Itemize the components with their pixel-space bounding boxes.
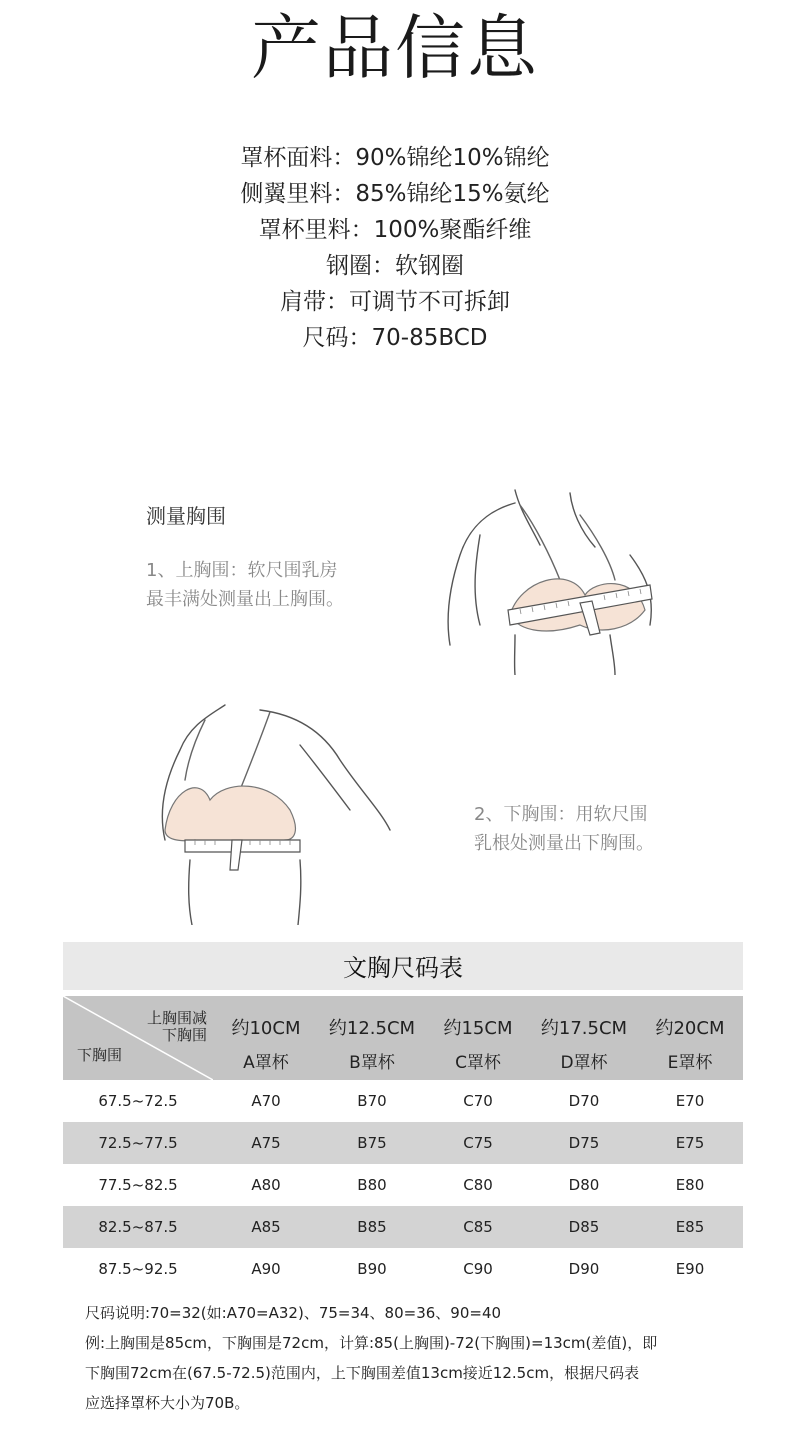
size-cell: A75 (213, 1122, 319, 1164)
difference-header: 约12.5CM (319, 996, 425, 1040)
difference-header: 约10CM (213, 996, 319, 1040)
difference-header: 约20CM (637, 996, 743, 1040)
size-cell: E90 (675, 1260, 705, 1278)
spec-size: 尺码：70-85BCD (302, 325, 488, 351)
page-title: 产品信息 (251, 7, 539, 89)
size-notes (85, 1298, 725, 1418)
spec-cup-lining: 罩杯里料：100%聚酯纤维 (258, 217, 532, 243)
size-cell: E85 (637, 1206, 743, 1248)
range-cell: 87.5~92.5 (98, 1260, 178, 1278)
step-upper-bust-line2: 最丰满处测量出上胸围。 (146, 589, 344, 610)
product-specs (0, 140, 790, 356)
cup-header: B罩杯 (319, 1040, 425, 1080)
cup-header: A罩杯 (213, 1040, 319, 1080)
size-cell: D75 (531, 1122, 637, 1164)
size-cell: B70 (357, 1092, 387, 1110)
difference-header: 约17.5CM (531, 996, 637, 1040)
size-cell: D80 (568, 1176, 600, 1194)
table-row (63, 1122, 743, 1164)
size-cell: C85 (425, 1206, 531, 1248)
corner-bottom-label: 下胸围 (77, 1046, 123, 1064)
step-upper-bust-line1: 1、上胸围：软尺围乳房 (146, 560, 338, 581)
difference-header: 约15CM (425, 996, 531, 1040)
range-cell: 67.5~72.5 (98, 1092, 178, 1110)
size-cell: A90 (251, 1260, 281, 1278)
size-cell: C90 (463, 1260, 493, 1278)
size-cell: D70 (568, 1092, 600, 1110)
under-bust-illustration (150, 700, 400, 925)
spec-underwire: 钢圈：软钢圈 (326, 253, 464, 279)
size-cell: B85 (319, 1206, 425, 1248)
cup-header: E罩杯 (637, 1040, 743, 1080)
size-cell: E80 (675, 1176, 705, 1194)
step-under-bust-line2: 乳根处测量出下胸围。 (474, 833, 654, 854)
range-cell: 72.5~77.5 (63, 1122, 213, 1164)
table-header-row-differences (63, 996, 743, 1040)
corner-top-label-line1: 上胸围减 (146, 1009, 207, 1027)
table-row (63, 1206, 743, 1248)
size-cell: B80 (357, 1176, 387, 1194)
table-row (63, 1164, 743, 1206)
range-cell: 77.5~82.5 (98, 1176, 178, 1194)
cup-header: D罩杯 (531, 1040, 637, 1080)
size-table (63, 996, 743, 1290)
size-cell: C75 (425, 1122, 531, 1164)
step-under-bust-line1: 2、下胸围：用软尺围 (474, 804, 648, 825)
spec-cup-fabric: 罩杯面料：90%锦纶10%锦纶 (240, 145, 550, 171)
step-under-bust (474, 800, 734, 858)
size-cell: A85 (213, 1206, 319, 1248)
size-cell: E70 (675, 1092, 705, 1110)
table-row (63, 1080, 743, 1122)
corner-top-label-line2: 下胸围 (161, 1026, 207, 1044)
size-note-line: 例:上胸围是85cm，下胸围是72cm，计算:85(上胸围)-72(下胸围)=13cm(差值)，即 (85, 1334, 658, 1352)
step-upper-bust (146, 556, 406, 614)
size-cell: B75 (319, 1122, 425, 1164)
size-note-line: 应选择罩杯大小为70B。 (85, 1394, 250, 1412)
table-corner-cell (63, 996, 213, 1080)
size-cell: E75 (637, 1122, 743, 1164)
spec-side-lining: 侧翼里料：85%锦纶15%氨纶 (240, 181, 550, 207)
corner-top-label (147, 1010, 207, 1044)
range-cell: 82.5~87.5 (63, 1206, 213, 1248)
size-cell: C70 (463, 1092, 493, 1110)
size-cell: A80 (251, 1176, 281, 1194)
size-table-title: 文胸尺码表 (63, 942, 743, 990)
size-cell: B90 (357, 1260, 387, 1278)
size-note-line: 下胸围72cm在(67.5-72.5)范围内，上下胸围差值13cm接近12.5cm，根据尺码表 (85, 1364, 640, 1382)
size-cell: A70 (251, 1092, 281, 1110)
measure-heading: 测量胸围 (146, 504, 226, 528)
size-cell: D90 (568, 1260, 600, 1278)
size-cell: C80 (463, 1176, 493, 1194)
size-cell: D85 (531, 1206, 637, 1248)
upper-bust-illustration (420, 485, 670, 675)
cup-header: C罩杯 (425, 1040, 531, 1080)
size-note-line: 尺码说明:70=32(如:A70=A32)、75=34、80=36、90=40 (85, 1304, 502, 1322)
spec-straps: 肩带：可调节不可拆卸 (280, 289, 510, 315)
table-row (63, 1248, 743, 1290)
